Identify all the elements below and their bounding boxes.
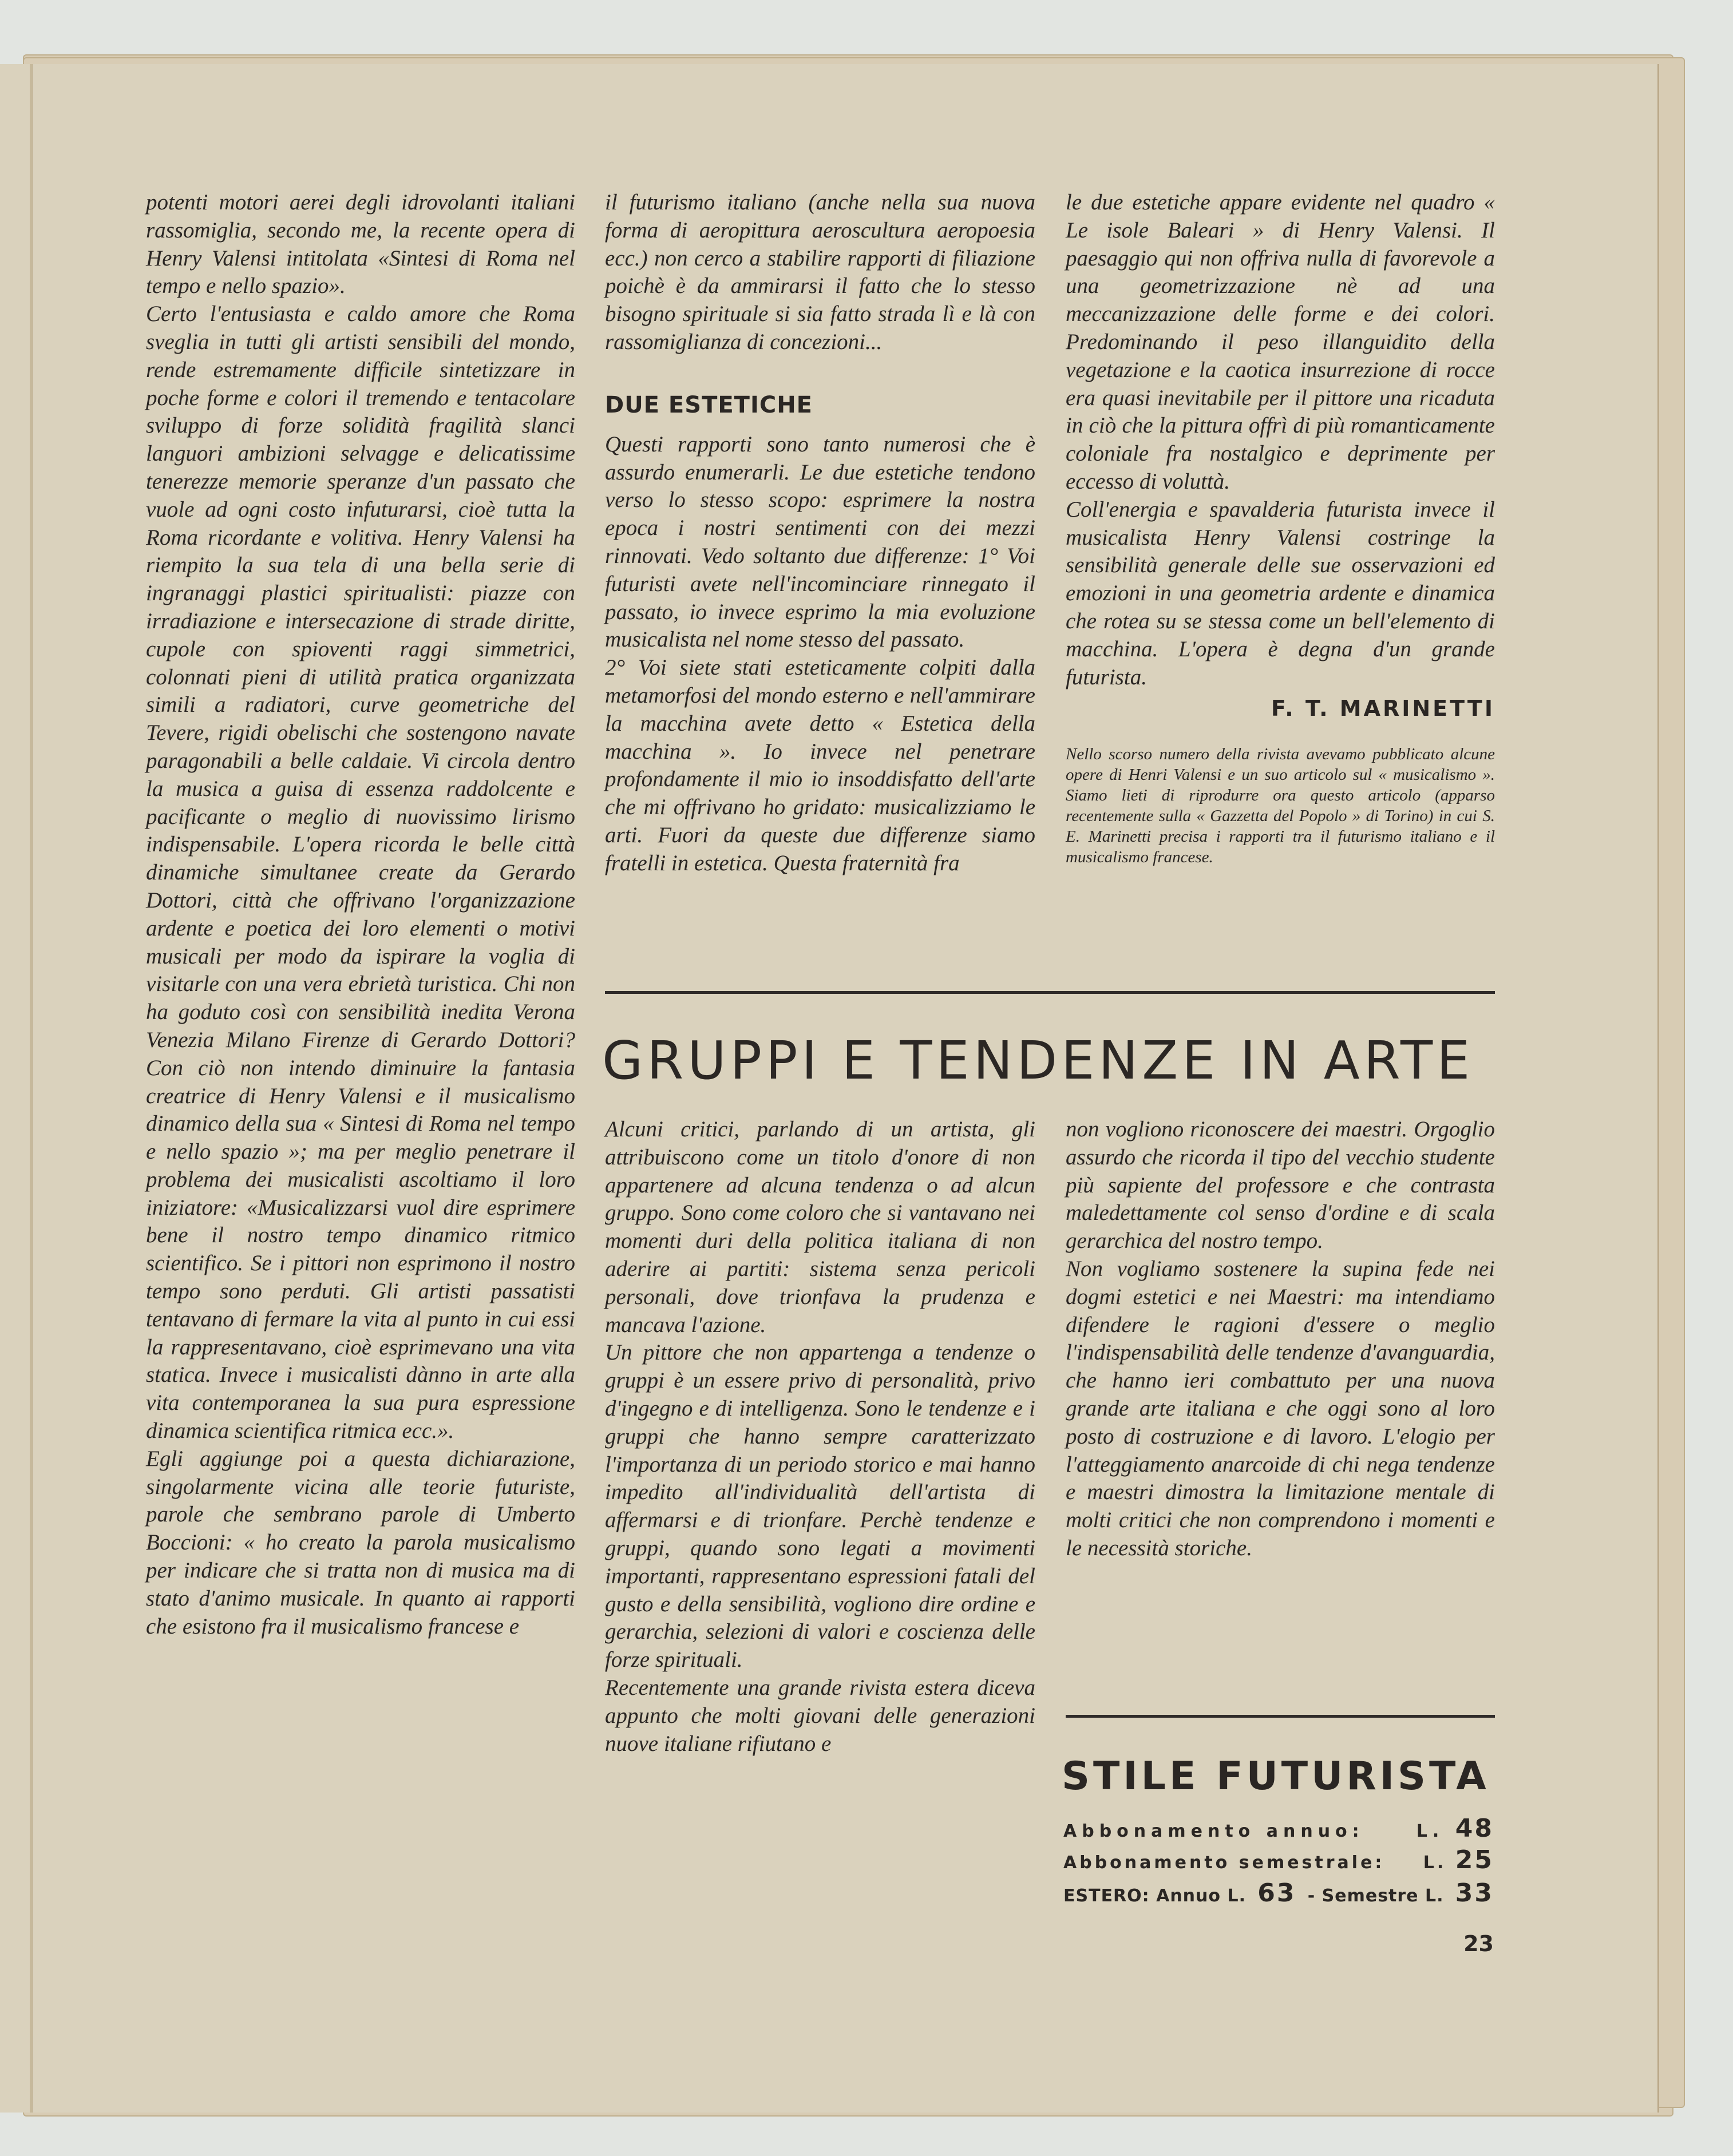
section-divider — [1066, 1715, 1495, 1718]
paragraph: Alcuni critici, parlando di un artista, gli attribuiscono come un titolo d'onore di non appartenere ad alcuna tendenza o ad alcun gruppo. Sono come coloro che si vantavano nei momenti duri della politica italiana di non aderire ai partiti: sistema senza pericoli personali, dove trionfava la prudenza e mancava l'azione. — [605, 1117, 1035, 1337]
section-heading: DUE ESTETICHE — [605, 391, 813, 418]
article-column-middle — [605, 1116, 1035, 1758]
paragraph: il futurismo italiano (anche nella sua nuova forma di aeropittura aeroscultura aeropoesia ecc.) non cerco a stabilire rapporti di filiazione poichè è da ammirarsi il fatto che lo stesso bisogno spirituale si sia fatto strada lì e là con rassomiglianza di concezioni... — [605, 190, 1035, 354]
paragraph: Questi rapporti sono tanto numerosi che è assurdo enumerarli. Le due estetiche tendono verso lo stesso scopo: esprimere la nostra epoca i nostri sentimenti con dei mezzi rinnovati. Vedo soltanto due differenze: 1° Voi futuristi avete nell'incominciare rinnegato il passato, io invece esprimo la mia evoluzione musicalista nel nome stesso del passato. — [605, 431, 1035, 652]
subscription-price-group — [1423, 1845, 1494, 1874]
article-column-middle — [605, 189, 1035, 878]
subscription-annual — [1063, 1814, 1494, 1843]
subscription-label: Abbonamento semestrale: — [1063, 1853, 1385, 1873]
paragraph: non vogliono riconoscere dei maestri. Orgoglio assurdo che ricorda il tipo del vecchio studente più sapiente del professore e che contrasta maledettamente col senso d'ordine e di scala gerarchica del nostro tempo. — [1066, 1117, 1495, 1254]
page-number: 23 — [1463, 1931, 1494, 1956]
paragraph: Non vogliamo sostenere la supina fede nei dogmi estetici e nei Maestri: ma intendiamo difendere le ragioni d'essere o meglio l'indispensabilità delle tendenze d'avanguardia, che hanno ieri combattuto per una nuova grande arte italiana e che oggi sono al loro posto di costruzione e di lavoro. L'elogio per l'atteggiamento anarcoide di chi nega tendenze e maestri dimostra la limitazione mentale di molti critici che non comprendono i momenti e le necessità storiche. — [1066, 1256, 1495, 1560]
paragraph: Certo l'entusiasta e caldo amore che Roma sveglia in tutti gli artisti sensibili del mondo, rende estremamente difficile sintetizzare in poche forme e colori il tremendo e tentacolare sviluppo di forze solidità fragilità slanci languori ambizioni selvagge e delicatissime tenerezze memorie speranze d'un passato che vuole ad ogni costo infuturarsi, cioè tutta la Roma ricordante e volitiva. Henry Valensi ha riempito la sua tela di una bella serie di ingranaggi plastici spiritualisti: piazze con irradiazione e intersecazione di strade diritte, cupole con spioventi raggi simmetrici, colonnati pieni di utilità pratica organizzata simili a radiatori, curve geometriche del Tevere, rigidi obelischi che sostengono navate paragonabili a belle caldaie. Vi circola dentro la musica a guisa di essenza raddolcente e pacificante o meglio di nuovissimo lirismo indispensabile. L'opera ricorda le belle città dinamiche simultanee create da Gerardo Dottori, città che offrivano l'organizzazione ardente e poetica dei loro elementi o motivi musicali per modo da ispirare la voglia di visitarle con una vera ebrietà turistica. Chi non ha goduto così con sensibilità inedita Verona Venezia Milano Firenze di Gerardo Dottori? Con ciò non intendo diminuire la fantasia creatrice di Henry Valensi e il musicalismo dinamico della sua « Sintesi di Roma nel tempo e nello spazio »; ma per meglio penetrare il problema dei musicalisti ascoltiamo il loro iniziatore: «Musicalizzarsi vuol dire esprimere bene il nostro tempo dinamico ritmico scientifico. Se i pittori non esprimono il nostro tempo sono perduti. Gli artisti passatisti tentavano di fermare la vita al punto in cui essi la rappresentavano, cioè esprimevano una vita statica. Invece i musicalisti dànno in arte alla vita contemporanea la sua pura espressione dinamica scientifica ritmica ecc.». — [146, 302, 575, 1444]
paragraph: Coll'energia e spavalderia futurista invece il musicalista Henry Valensi costringe la sensibilità generale delle sue osservazioni ed emozioni in una geometria ardente e dinamica che rotea su se stessa come un bell'elemento di macchina. L'opera è degna d'un grande futurista. — [1066, 497, 1495, 689]
subscription-price-group — [1417, 1814, 1494, 1843]
paragraph: potenti motori aerei degli idrovolanti italiani rassomiglia, secondo me, la recente opera di Henry Valensi intitolata «Sintesi di Roma nel tempo e nello spazio». — [146, 190, 575, 299]
currency-label: L. — [1416, 1821, 1445, 1841]
price-value: 63 — [1257, 1878, 1296, 1908]
subscription-label: - Semestre L. — [1307, 1886, 1444, 1906]
article-column-right — [1066, 189, 1495, 867]
author-signature: F. T. MARINETTI — [1271, 696, 1495, 722]
subscription-semester — [1063, 1845, 1494, 1874]
section-divider — [605, 991, 1495, 994]
paragraph: Recentemente una grande rivista estera diceva appunto che molti giovani delle generazioni nuove italiane rifiutano e — [605, 1675, 1035, 1756]
subscription-abroad — [1063, 1878, 1494, 1908]
subscription-label: Abbonamento annuo: — [1063, 1821, 1364, 1841]
article-column-left — [146, 189, 575, 1640]
paragraph: 2° Voi siete stati esteticamente colpiti dalla metamorfosi del mondo esterno e nell'ammirare la macchina avete detto « Estetica della macchina ». Io invece nel penetrare profondamente il mio io insoddisfatto dell'arte che mi offrivano ho gridato: musicalizziamo le arti. Fuori da queste due differenze siamo fratelli in estetica. Questa fraternità fra — [605, 655, 1035, 875]
price-value: 33 — [1455, 1878, 1494, 1908]
currency-label: L. — [1423, 1853, 1447, 1873]
price-value: 25 — [1455, 1845, 1494, 1874]
subscription-label: ESTERO: Annuo L. — [1063, 1886, 1246, 1906]
article-column-right — [1066, 1116, 1495, 1563]
editor-note: Nello scorso numero della rivista avevamo pubblicato alcune opere di Henri Valensi e un suo articolo sul « musicalismo ». Siamo lieti di riprodurre ora questo articolo (apparso recentemente sulla « Gazzetta del Popolo » di Torino) in cui S. E. Marinetti precisa i rapporti tra il futurismo italiano e il musicalismo francese. — [1066, 745, 1495, 867]
paragraph: Egli aggiunge poi a questa dichiarazione, singolarmente vicina alle teorie futuriste, parole che sembrano parole di Umberto Boccioni: « ho creato la parola musicalismo per indicare che si tratta non di musica ma di stato d'animo musicale. In quanto ai rapporti che esistono fra il musicalismo francese e — [146, 1446, 575, 1639]
binding-gutter — [30, 64, 33, 2113]
magazine-masthead: STILE FUTURISTA — [1062, 1754, 1490, 1799]
paragraph: le due estetiche appare evidente nel quadro « Le isole Baleari » di Henry Valensi. Il paesaggio qui non offriva nulla di favorevole a una geometrizzazione nè ad una meccanizzazione delle forme e dei colori. Predominando il peso illanguidito della vegetazione e la caotica insurrezione di rocce era quasi inevitabile per il pittore una ricaduta in ciò che la pittura offrì di più romanticamente coloniale fra nostalgico e deprimente per eccesso di voluttà. — [1066, 190, 1495, 494]
price-value: 48 — [1455, 1814, 1494, 1843]
article-title: GRUPPI E TENDENZE IN ARTE — [602, 1030, 1474, 1091]
paragraph: Un pittore che non appartenga a tendenze o gruppi è un essere privo di personalità, privo d'ingegno e di intelligenza. Sono le tendenze e i gruppi che hanno sempre caratterizzato l'importanza di un periodo storico e mai hanno impedito all'individualità dell'artista di affermarsi e di trionfare. Perchè tendenze e gruppi, quando sono legati a movimenti importanti, rappresentano espressioni fatali del gusto e della sensibilità, vogliono dire ordine e gerarchia, selezioni di valori e coscienza delle forze spirituali. — [605, 1340, 1035, 1673]
